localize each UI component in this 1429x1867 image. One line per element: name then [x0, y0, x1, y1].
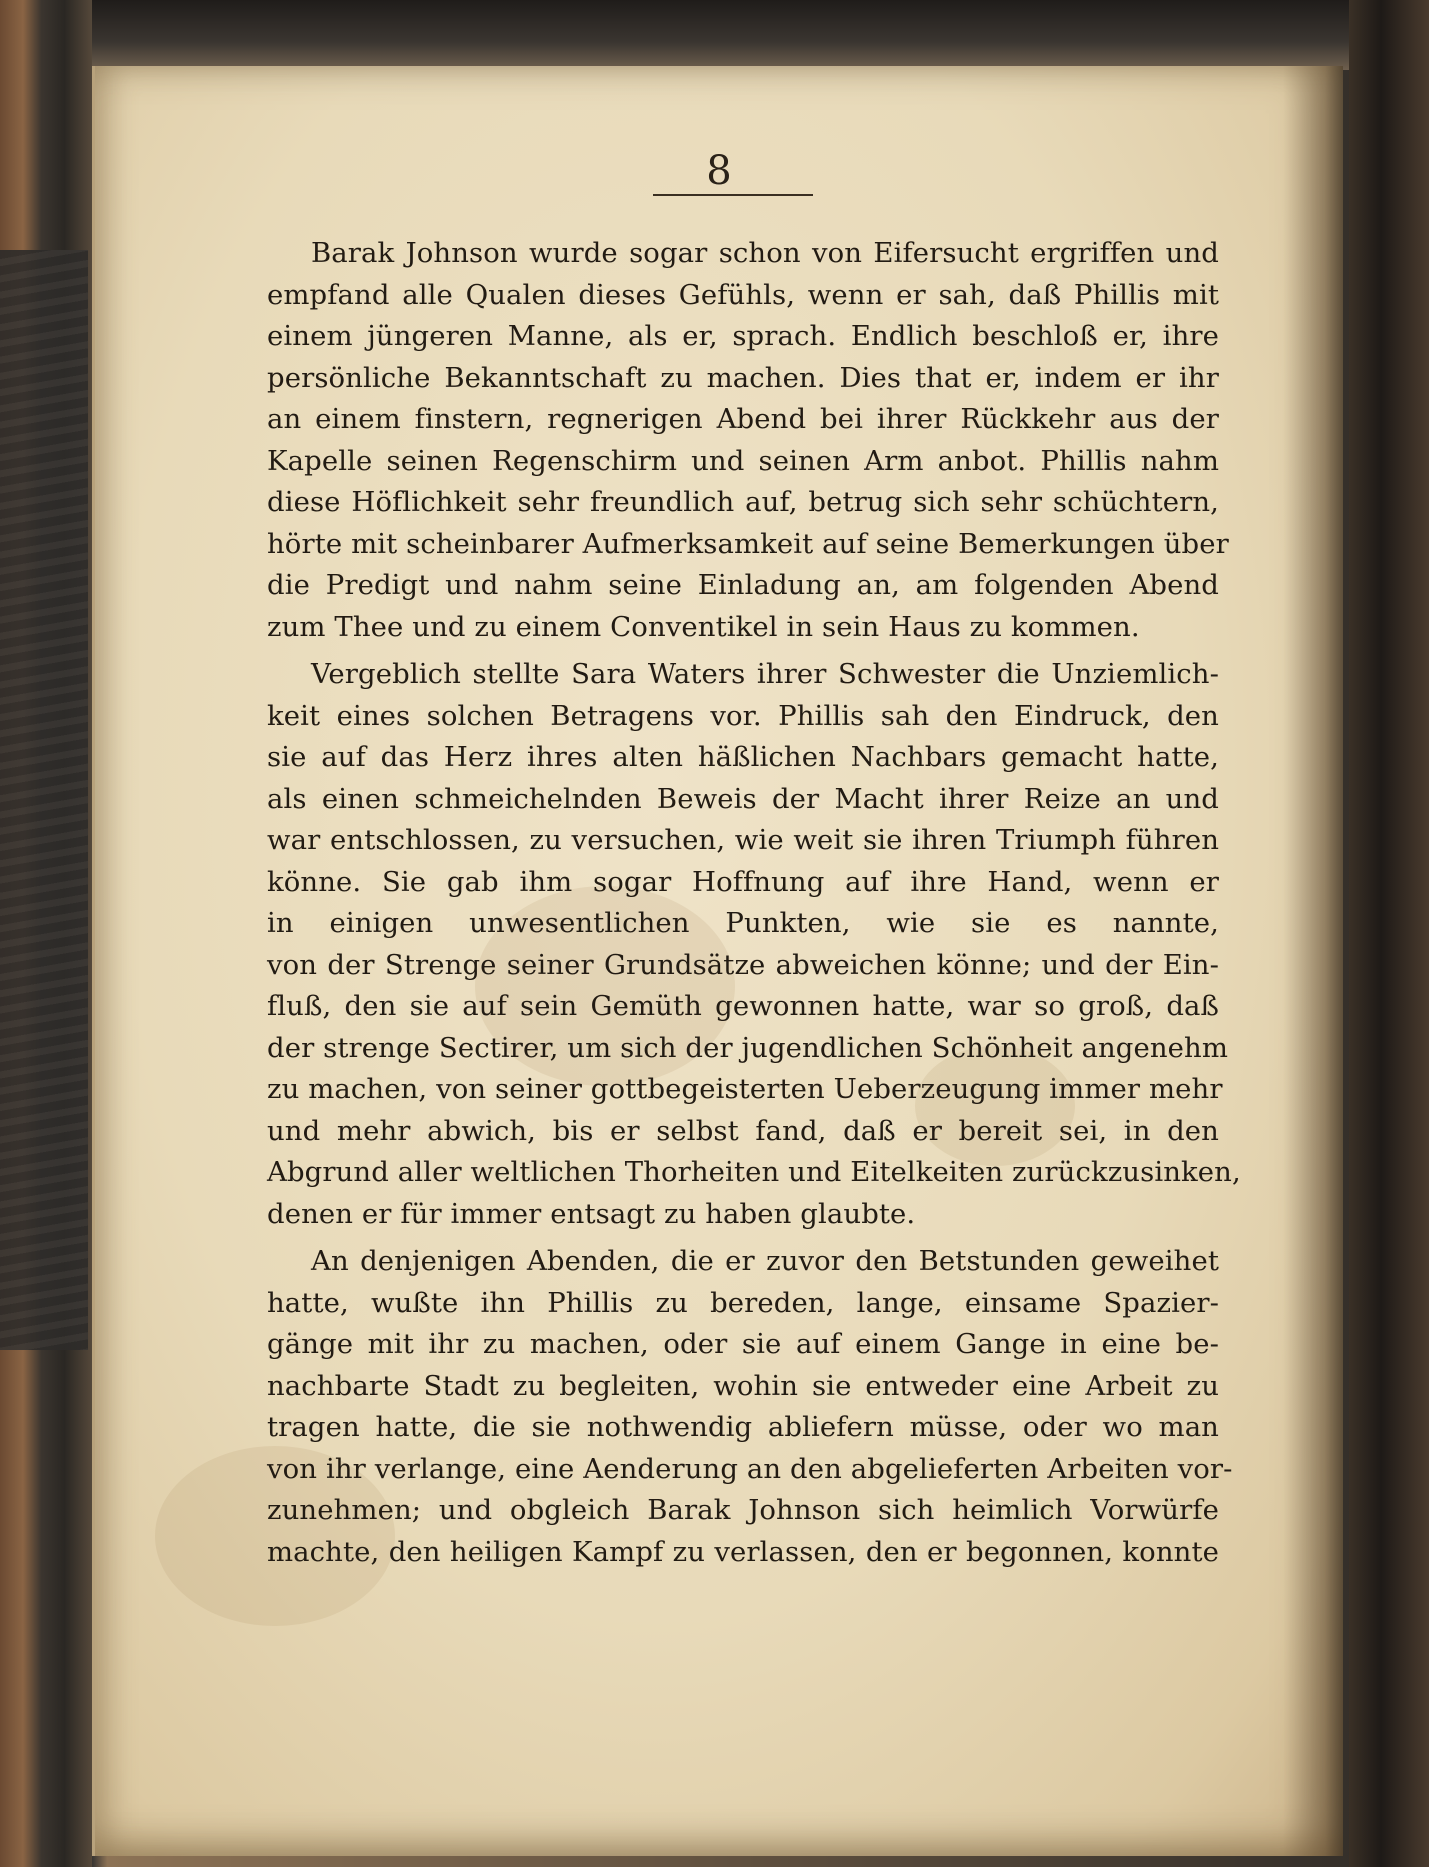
- text-line: Vergeblich stellte Sara Waters ihrer Schwester die Unziemlich-: [311, 658, 1219, 690]
- text-line: war entschlossen, zu versuchen, wie weit sie ihren Triumph führen: [267, 824, 1219, 856]
- text-line: zunehmen; und obgleich Barak Johnson sich heimlich Vorwürfe: [267, 1494, 1219, 1526]
- text-line: fluß, den sie auf sein Gemüth gewonnen hatte, war so groß, daß: [267, 990, 1219, 1022]
- book-page: [92, 66, 1343, 1856]
- text-line: denen er für immer entsagt zu haben glaubte.: [267, 1197, 916, 1230]
- text-line: und mehr abwich, bis er selbst fand, daß er bereit sei, in den: [267, 1114, 1219, 1147]
- text-line: in einigen unwesentlichen Punkten, wie sie es nannte,: [267, 907, 1219, 939]
- text-line: machte, den heiligen Kampf zu verlassen, den er begonnen, konnte: [267, 1535, 1219, 1568]
- page-gutter-shadow: [1283, 66, 1343, 1856]
- paragraph-1: [267, 233, 1229, 648]
- book-cover-top-edge: [0, 0, 1429, 70]
- text-line: an einem finstern, regnerigen Abend bei ihrer Rückkehr aus der: [267, 403, 1219, 435]
- cover-leather-texture: [0, 250, 88, 1350]
- page-number: 8: [706, 148, 732, 194]
- text-line: gänge mit ihr zu machen, oder sie auf einem Gange in eine be-: [267, 1328, 1219, 1360]
- text-line: der strenge Sectirer, um sich der jugendlichen Schönheit angenehm: [267, 1031, 1229, 1064]
- text-line: tragen hatte, die sie nothwendig abliefern müsse, oder wo man: [267, 1411, 1219, 1443]
- paragraph-3: [267, 1241, 1233, 1573]
- text-line: sie auf das Herz ihres alten häßlichen Nachbars gemacht hatte,: [267, 741, 1219, 773]
- text-line: empfand alle Qualen dieses Gefühls, wenn er sah, daß Phillis mit: [267, 278, 1219, 311]
- paragraph-2: [267, 654, 1241, 1235]
- text-line: Abgrund aller weltlichen Thorheiten und Eitelkeiten zurückzusinken,: [267, 1156, 1241, 1188]
- body-text: [267, 233, 1241, 1573]
- text-line: als einen schmeichelnden Beweis der Macht ihrer Reize an und: [267, 782, 1219, 815]
- text-line: keit eines solchen Betragens vor. Phillis sah den Eindruck, den: [267, 699, 1219, 732]
- text-line: einem jüngeren Manne, als er, sprach. Endlich beschloß er, ihre: [267, 320, 1219, 352]
- text-line: hörte mit scheinbarer Aufmerksamkeit auf seine Bemerkungen über: [267, 527, 1229, 560]
- text-line: könne. Sie gab ihm sogar Hoffnung auf ihre Hand, wenn er: [267, 865, 1219, 898]
- text-line: von ihr verlange, eine Aenderung an den abgelieferten Arbeiten vor-: [267, 1452, 1233, 1485]
- text-line: diese Höflichkeit sehr freundlich auf, betrug sich sehr schüchtern,: [267, 486, 1219, 518]
- text-line: An denjenigen Abenden, die er zuvor den Betstunden geweihet: [311, 1245, 1219, 1277]
- page-number-rule: [653, 194, 813, 196]
- text-line: hatte, wußte ihn Phillis zu bereden, lange, einsame Spazier-: [267, 1286, 1219, 1319]
- text-line: persönliche Bekanntschaft zu machen. Dies that er, indem er ihr: [267, 361, 1219, 394]
- text-line: Barak Johnson wurde sogar schon von Eifersucht ergriffen und: [311, 237, 1219, 269]
- text-line: die Predigt und nahm seine Einladung an, am folgenden Abend: [267, 569, 1219, 601]
- text-line: von der Strenge seiner Grundsätze abweichen könne; und der Ein-: [267, 948, 1219, 981]
- text-line: zum Thee und zu einem Conventikel in sein Haus zu kommen.: [267, 610, 1140, 643]
- text-line: nachbarte Stadt zu begleiten, wohin sie entweder eine Arbeit zu: [267, 1369, 1219, 1402]
- text-line: Kapelle seinen Regenschirm und seinen Arm anbot. Phillis nahm: [267, 444, 1219, 477]
- text-line: zu machen, von seiner gottbegeisterten Ueberzeugung immer mehr: [267, 1073, 1223, 1105]
- book-cover-right-edge: [1349, 0, 1429, 1867]
